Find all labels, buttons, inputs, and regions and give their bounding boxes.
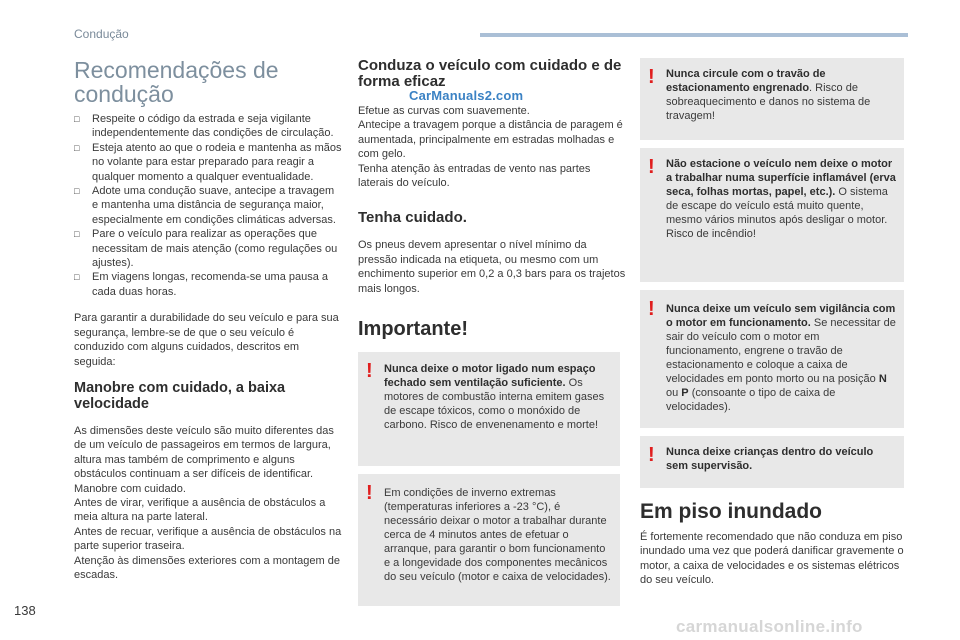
warning-box: [640, 436, 904, 488]
checkbox-bullet-icon: □: [74, 272, 80, 283]
page-title-line2: condução: [74, 81, 174, 107]
warning-exclamation-icon: !: [366, 482, 373, 504]
list-item: [74, 270, 342, 299]
section-heading-manoeuvre: Manobre com cuidado, a baixa velocidade: [74, 379, 286, 412]
header-divider: [480, 33, 908, 37]
section-heading-flooded: Em piso inundado: [640, 500, 822, 523]
footer-watermark: carmanualsonline.info: [676, 617, 863, 636]
warning-text: Nunca deixe o motor ligado num espaço fechado sem ventilação suficiente. Os motores de combustão interna emitem gases de escape tóxicos, como o monóxido de carbono. Risco de envenenamento e morte!: [384, 363, 605, 431]
list-item-text: Respeite o código da estrada e seja vigilante independentemente das condições de circulação.: [92, 113, 334, 140]
list-item-text: Em viagens longas, recomenda-se uma pausa a cada duas horas.: [92, 271, 329, 298]
checkbox-bullet-icon: □: [74, 142, 80, 153]
checkbox-bullet-icon: □: [74, 114, 80, 124]
body-line: Manobre com cuidado.: [74, 482, 186, 495]
list-item: [74, 227, 342, 270]
page-title-line1: Recomendações de: [74, 57, 279, 83]
list-item: [74, 112, 342, 141]
body-line: As dimensões deste veículo são muito diferentes das de um veículo de passageiros em termos de largura, altura mas também de comprimento e alguns obstáculos continuam a ser difíceis de identificar.: [74, 424, 334, 481]
warning-text: Nunca deixe um veículo sem vigilância com o motor em funcionamento. Se necessitar de sair do veículo com o motor em funcionamento, engrene o travão de estacionamento e coloque a caixa de velocidades em ponto morto ou na posição N ou P (consoante o tipo de caixa de velocidades).: [666, 303, 896, 413]
checkbox-bullet-icon: □: [74, 186, 80, 197]
warning-box: [640, 148, 904, 282]
careful-body: Os pneus devem apresentar o nível mínimo da pressão indicada na etiqueta, ou mesmo com um enchimento superior em 0,2 a 0,3 bars para os trajetos mais longos.: [358, 239, 626, 295]
watermark-text: CarManuals2.com: [409, 88, 524, 103]
body-line: Antes de virar, verifique a ausência de obstáculos a meia altura na parte lateral.: [74, 496, 326, 524]
body-line: Atenção às dimensões exteriores com a montagem de escadas.: [74, 554, 340, 581]
warning-box: [640, 290, 904, 428]
list-item: [74, 141, 342, 184]
list-item-text: Adote uma condução suave, antecipe a travagem e mantenha uma distância de segurança maior, especialmente em condições climáticas adversas.: [92, 185, 336, 226]
warning-box: [358, 352, 620, 466]
section-heading-careful: Tenha cuidado.: [358, 209, 467, 227]
column-left: [74, 58, 342, 582]
warning-text: Nunca circule com o travão de estacionamento engrenado. Risco de sobreaquecimento e danos no sistema de travagem!: [666, 68, 871, 122]
checkbox-bullet-icon: □: [74, 229, 80, 240]
warning-text: Não estacione o veículo nem deixe o motor a trabalhar numa superfície inflamável (erva seca, folhas mortas, papel, etc.). O sistema de escape do veículo está muito quente, mesmo vários minutos após desligar o motor. Risco de incêndio!: [666, 158, 896, 240]
flooded-section: [640, 500, 904, 588]
manoeuvre-body: [74, 424, 342, 582]
section-heading-drive: Conduza o veículo com cuidado e de forma eficaz: [358, 57, 622, 90]
body-line: Tenha atenção às entradas de vento nas partes laterais do veículo.: [358, 162, 591, 190]
body-line: Efetue as curvas com suavemente.: [358, 105, 530, 117]
recommendation-list: [74, 112, 342, 299]
intro-paragraph: Para garantir a durabilidade do seu veículo e para sua segurança, lembre-se de que o seu veículo é conduzido com alguns cuidados, descritos em seguida:: [74, 312, 339, 368]
warning-exclamation-icon: !: [648, 156, 655, 178]
warning-text: Nunca deixe crianças dentro do veículo sem supervisão.: [666, 446, 874, 472]
warning-exclamation-icon: !: [648, 444, 655, 466]
warning-exclamation-icon: !: [366, 360, 373, 382]
flooded-body: É fortemente recomendado que não conduza em piso inundado uma vez que poderá danificar gravemente o motor, a caixa de velocidades e os sistemas elétricos do seu veículo.: [640, 531, 904, 587]
section-heading-important: Importante!: [358, 318, 468, 341]
body-line: Antes de recuar, verifique a ausência de obstáculos na parte superior traseira.: [74, 525, 342, 553]
page-number: 138: [14, 603, 36, 618]
warning-box: [640, 58, 904, 140]
page-title: [74, 58, 342, 106]
warning-exclamation-icon: !: [648, 298, 655, 320]
list-item: [74, 184, 342, 227]
section-label: Condução: [74, 27, 129, 41]
warning-exclamation-icon: !: [648, 66, 655, 88]
list-item-text: Esteja atento ao que o rodeia e mantenha as mãos no volante para estar preparado para reagir a qualquer momento a qualquer eventualidade.: [92, 141, 342, 183]
warning-box: [358, 474, 620, 606]
body-line: Antecipe a travagem porque a distância de paragem é aumentada, principalmente em estradas molhadas e com gelo.: [358, 119, 623, 161]
warning-text: Em condições de inverno extremas (temperaturas inferiores a -23 °C), é necessário deixar o motor a trabalhar durante cerca de 4 minutos antes de efetuar o arranque, para garantir o bom funcionamento e a longevidade dos componentes mecânicos do seu veículo (motor e caixa de velocidades).: [384, 487, 611, 583]
drive-body: [358, 104, 626, 190]
list-item-text: Pare o veículo para realizar as operações que necessitam de mais atenção (como regulações ou ajustes).: [92, 228, 338, 270]
